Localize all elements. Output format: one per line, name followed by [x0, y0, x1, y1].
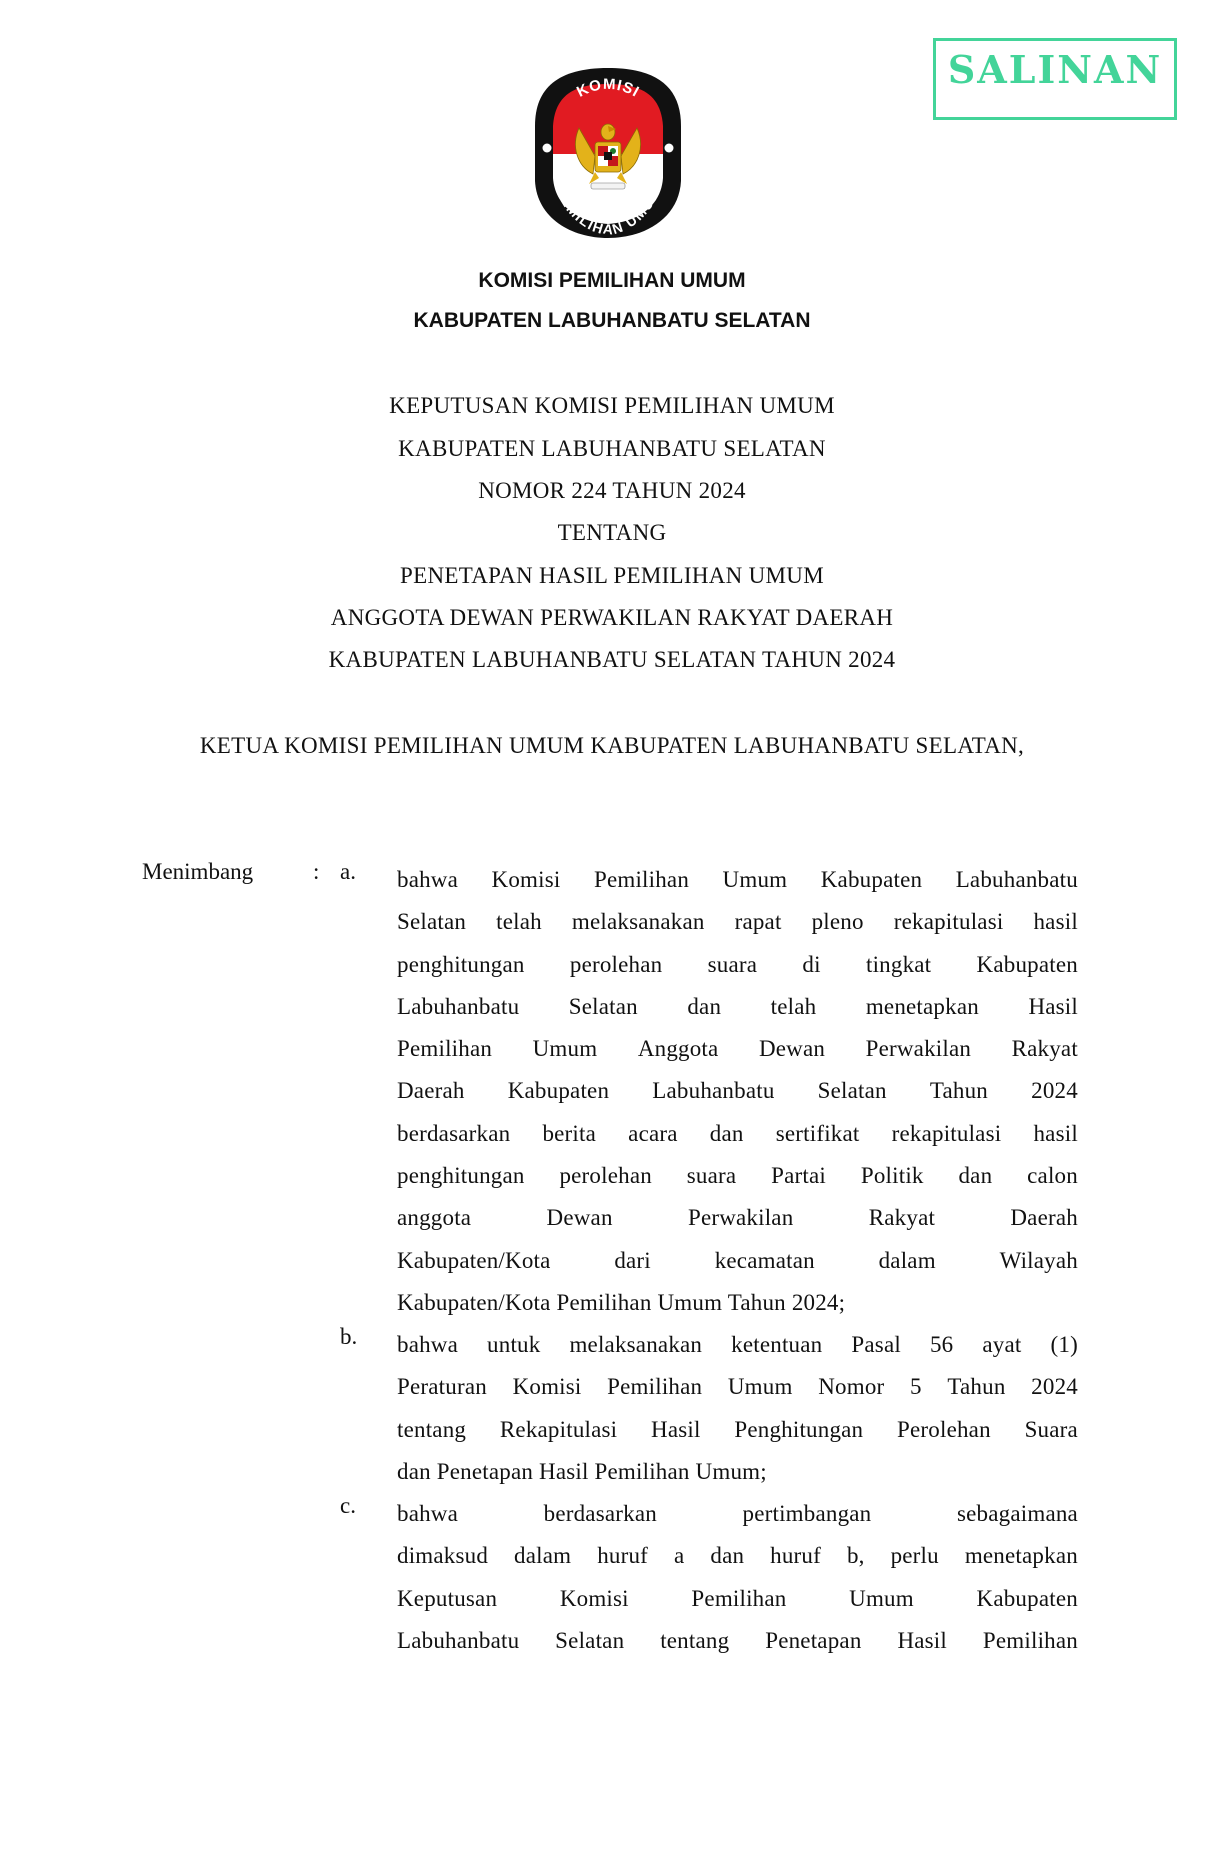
word: Pemilihan — [397, 1036, 493, 1062]
word: Hasil — [897, 1627, 947, 1653]
text-line — [397, 1493, 1078, 1535]
word: Labuhanbatu — [397, 1627, 520, 1653]
item-letter-b: b. — [340, 1324, 358, 1349]
word: Rakyat — [1011, 1036, 1078, 1062]
text-line — [397, 1620, 1078, 1662]
word: Selatan — [555, 1627, 625, 1653]
text-line — [397, 1366, 1078, 1408]
word: Komisi — [559, 1585, 629, 1611]
menimbang-item-c — [397, 1493, 1078, 1662]
word: rapat — [734, 909, 782, 935]
word: 2024 — [1031, 1374, 1078, 1400]
header-line-2: KABUPATEN LABUHANBATU SELATAN — [413, 309, 811, 332]
word: menetapkan — [865, 993, 979, 1019]
word: Labuhanbatu — [652, 1078, 775, 1104]
word: Pemilihan — [593, 867, 690, 892]
text-line — [397, 1578, 1078, 1620]
word: sertifikat — [775, 1120, 860, 1146]
word: perolehan — [559, 1163, 652, 1189]
text-line — [397, 1113, 1078, 1155]
header-line-1: KOMISI PEMILIHAN UMUM — [478, 269, 746, 292]
word: dari — [614, 1247, 651, 1273]
word: rekapitulasi — [893, 909, 1004, 935]
text-line — [397, 859, 1078, 901]
word: calon — [1027, 1163, 1078, 1189]
word: Selatan — [568, 993, 638, 1019]
word: telah — [496, 909, 542, 935]
word: Umum — [722, 867, 788, 892]
word: Selatan — [397, 909, 467, 935]
menimbang-colon: : — [313, 859, 320, 884]
logo-text-bottom: PEMILIHAN UMUM — [553, 184, 664, 238]
word: Pasal — [851, 1332, 901, 1357]
word: Dewan — [758, 1036, 826, 1062]
word: Keputusan — [397, 1585, 498, 1611]
word: Hasil — [1028, 993, 1078, 1019]
word: ketentuan — [731, 1332, 823, 1357]
word: Kabupaten — [507, 1078, 610, 1104]
word: Komisi — [491, 867, 561, 892]
word: Umum — [532, 1036, 598, 1062]
word: bahwa — [397, 867, 459, 892]
word: hasil — [1033, 1120, 1078, 1146]
word: Peraturan — [397, 1374, 487, 1400]
word: Rakyat — [868, 1205, 936, 1231]
salinan-stamp — [933, 38, 1177, 120]
word: (1) — [1050, 1332, 1078, 1357]
word: perolehan — [569, 951, 663, 977]
word: Suara — [1024, 1416, 1078, 1442]
word: Komisi — [512, 1374, 582, 1400]
menimbang-item-a — [397, 859, 1078, 1324]
word: dimaksud — [397, 1543, 489, 1569]
word: tentang — [397, 1416, 467, 1442]
title-number: NOMOR 224 TAHUN 2024 — [478, 478, 746, 503]
text-line — [397, 1535, 1078, 1577]
text-line: dan Penetapan Hasil Pemilihan Umum; — [397, 1458, 767, 1484]
word: suara — [707, 951, 758, 977]
word: telah — [770, 993, 817, 1019]
word: Tahun — [947, 1374, 1006, 1400]
title-tentang: TENTANG — [557, 520, 667, 545]
word: b, — [846, 1543, 865, 1569]
text-line — [397, 1197, 1078, 1239]
text-line — [397, 1070, 1078, 1112]
word: Wilayah — [999, 1247, 1078, 1273]
word: Politik — [860, 1163, 924, 1189]
word: Daerah — [397, 1078, 465, 1104]
word: Pemilihan — [691, 1585, 787, 1611]
word: Labuhanbatu — [397, 993, 520, 1019]
word: Perolehan — [897, 1416, 991, 1442]
logo-text-top: KOMISI — [574, 75, 643, 101]
word: Umum — [849, 1585, 914, 1611]
word: anggota — [397, 1205, 472, 1231]
text-line — [397, 1409, 1078, 1451]
word: 2024 — [1031, 1078, 1078, 1104]
word: dan — [709, 1120, 744, 1146]
word: penghitungan — [397, 951, 525, 977]
word: berdasarkan — [543, 1501, 657, 1526]
word: Selatan — [817, 1078, 887, 1104]
word: Partai — [771, 1163, 827, 1189]
word: sebagaimana — [956, 1501, 1078, 1526]
word: melaksanakan — [569, 1332, 703, 1357]
word: Pemilihan — [607, 1374, 703, 1400]
word: Nomor — [818, 1374, 885, 1400]
word: Anggota — [637, 1036, 719, 1062]
word: penghitungan — [397, 1163, 525, 1189]
word: Kabupaten — [976, 1585, 1078, 1611]
text-line — [397, 1028, 1078, 1070]
word: Penghitungan — [734, 1416, 864, 1442]
ketua-line: KETUA KOMISI PEMILIHAN UMUM KABUPATEN LABUHANBATU SELATAN, — [199, 733, 1025, 758]
word: berita — [542, 1120, 597, 1146]
stamp-text: SALINAN — [947, 46, 1163, 92]
title-line-7: KABUPATEN LABUHANBATU SELATAN TAHUN 2024 — [328, 647, 896, 672]
word: berdasarkan — [397, 1120, 511, 1146]
word: di — [802, 951, 821, 977]
word: suara — [686, 1163, 737, 1189]
word: acara — [628, 1120, 678, 1146]
word: bahwa — [397, 1332, 459, 1357]
word: Kabupaten/Kota — [397, 1247, 551, 1273]
text-line — [397, 944, 1078, 986]
word: untuk — [487, 1332, 541, 1357]
title-line-5: PENETAPAN HASIL PEMILIHAN UMUM — [400, 563, 824, 588]
word: dalam — [514, 1543, 572, 1569]
word: Pemilihan — [982, 1627, 1078, 1653]
item-letter-a: a. — [340, 859, 356, 884]
word: Daerah — [1010, 1205, 1078, 1231]
word: Perwakilan — [865, 1036, 972, 1062]
word: a — [673, 1543, 685, 1569]
word: Penetapan — [765, 1627, 862, 1653]
word: huruf — [770, 1543, 821, 1569]
kpu-logo-emblem — [533, 66, 683, 238]
text-line — [397, 1155, 1078, 1197]
word: huruf — [597, 1543, 649, 1569]
word: Kabupaten — [976, 951, 1078, 977]
word: Umum — [727, 1374, 793, 1400]
word: pleno — [811, 909, 864, 935]
word: hasil — [1033, 909, 1078, 935]
word: ayat — [982, 1332, 1022, 1357]
text-line: Kabupaten/Kota Pemilihan Umum Tahun 2024; — [397, 1289, 846, 1315]
word: Perwakilan — [687, 1205, 794, 1231]
text-line — [397, 1240, 1078, 1282]
word: 5 — [910, 1374, 922, 1400]
word: melaksanakan — [571, 909, 705, 935]
word: dalam — [878, 1247, 936, 1273]
word: Kabupaten — [820, 867, 923, 892]
word: tingkat — [865, 951, 932, 977]
title-line-1: KEPUTUSAN KOMISI PEMILIHAN UMUM — [389, 393, 835, 418]
text-line — [397, 1324, 1078, 1366]
word: tentang — [660, 1627, 730, 1653]
title-line-6: ANGGOTA DEWAN PERWAKILAN RAKYAT DAERAH — [330, 605, 894, 630]
text-line — [397, 901, 1078, 943]
word: Tahun — [929, 1078, 989, 1104]
word: bahwa — [397, 1501, 459, 1526]
word: 56 — [929, 1332, 954, 1357]
word: Dewan — [546, 1205, 613, 1231]
word: Rekapitulasi — [499, 1416, 618, 1442]
word: dan — [687, 993, 722, 1019]
word: dan — [710, 1543, 745, 1569]
item-letter-c: c. — [340, 1493, 356, 1518]
text-line — [397, 986, 1078, 1028]
word: perlu — [890, 1543, 939, 1569]
title-line-2: KABUPATEN LABUHANBATU SELATAN — [398, 436, 826, 461]
word: pertimbangan — [742, 1501, 872, 1526]
word: Labuhanbatu — [955, 867, 1078, 892]
menimbang-item-b — [397, 1324, 1078, 1493]
menimbang-label: Menimbang — [142, 859, 254, 884]
word: Hasil — [651, 1416, 701, 1442]
word: dan — [958, 1163, 993, 1189]
word: menetapkan — [964, 1543, 1078, 1569]
word: rekapitulasi — [891, 1120, 1002, 1146]
word: kecamatan — [714, 1247, 815, 1273]
